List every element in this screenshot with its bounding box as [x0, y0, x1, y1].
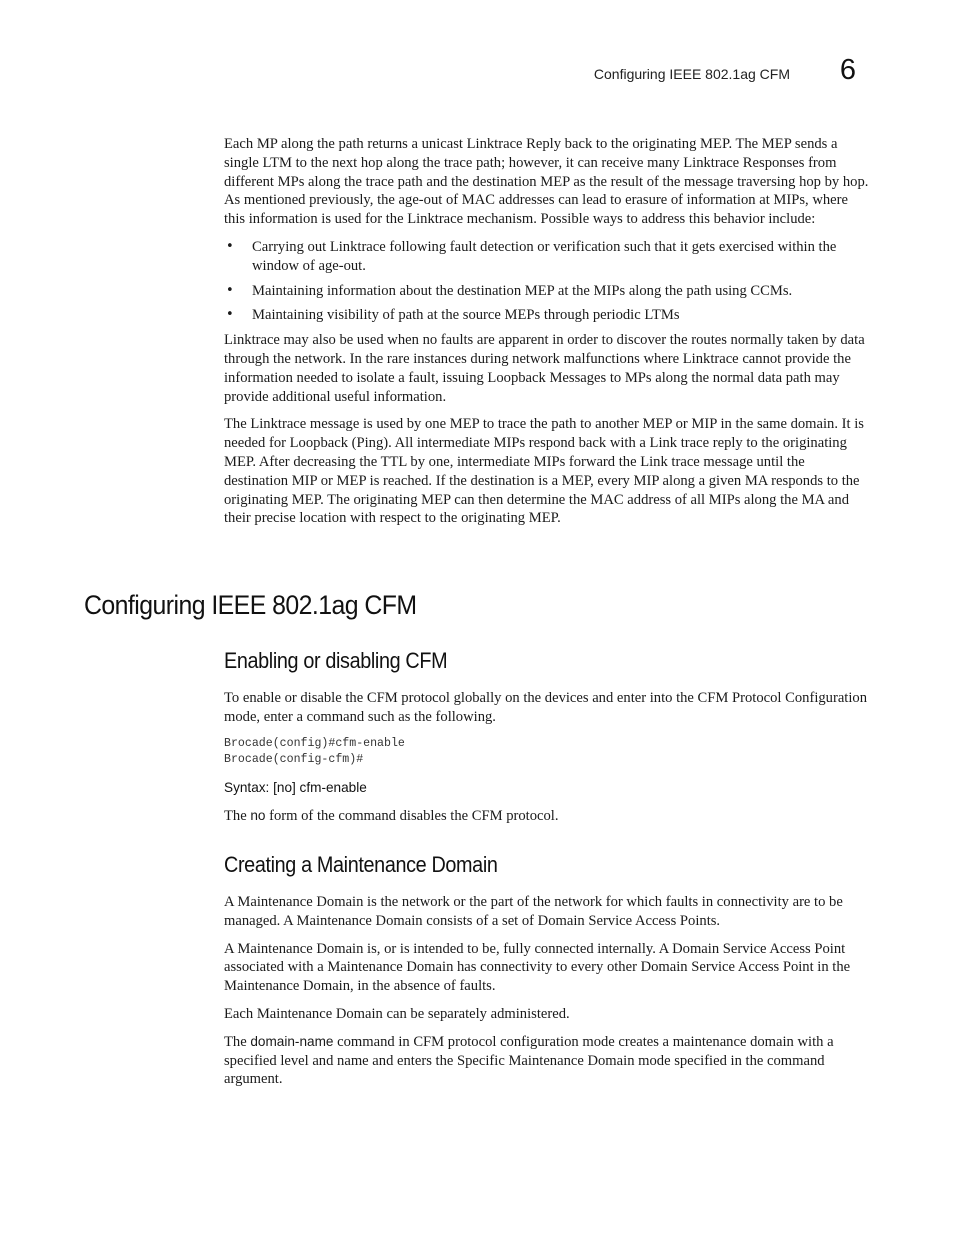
intro-paragraph-1: Each MP along the path returns a unicast Linktrace Reply back to the originating MEP. The MEP sends a single LTM to the next hop along the trace path; however, it can receive many Linktrace Responses from different MPs along the trace path and the destination MEP as the result of the message traversing hop by hop. As mentioned previously, the age-out of MAC addresses can lead to erasure of information at MIPs, where this information is used for the Linktrace mechanism. Possible ways to address this behavior include:	[224, 136, 869, 228]
domain-paragraph-3: Each Maintenance Domain can be separately administered.	[224, 1005, 570, 1022]
domain-section	[224, 893, 870, 1089]
bullet-text: Maintaining visibility of path at the source MEPs through periodic LTMs	[252, 307, 680, 324]
domain-paragraph-4	[224, 1033, 870, 1089]
enabling-intro	[224, 689, 870, 727]
bullet-glyph: •	[226, 238, 234, 254]
bullet-text: Carrying out Linktrace following fault detection or verification such that it gets exercised within the window of age-out.	[252, 238, 837, 274]
bullet-glyph: •	[226, 307, 234, 323]
bullet-item	[224, 238, 870, 276]
no-form-note	[224, 807, 870, 826]
running-title: Configuring IEEE 802.1ag CFM	[593, 66, 790, 82]
chapter-number: 6	[839, 54, 856, 86]
intro-section	[224, 135, 870, 528]
section-heading-domain: Creating a Maintenance Domain	[224, 852, 498, 877]
text-run: form of the command disables the CFM protocol.	[265, 808, 559, 824]
bullet-glyph: •	[226, 282, 234, 298]
domain-name-keyword: domain-name	[250, 1033, 334, 1049]
chapter-heading: Configuring IEEE 802.1ag CFM	[84, 590, 417, 620]
cli-code-example: Brocade(config)#cfm-enable Brocade(config-cfm)#	[224, 737, 405, 766]
intro-paragraph-3: The Linktrace message is used by one MEP to trace the path to another MEP or MIP in the same domain. It is needed for Loopback (Ping). All intermediate MIPs respond back with a Link trace reply to the originating MEP. After decreasing the TTL by one, intermediate MIPs forward the Link trace message until the destination MIP or MEP is reached. If the destination is a MEP, every MIP along a given MA responds to the originating MEP. The originating MEP can then determine the MAC address of all MIPs along the MA and their precise location with respect to the originating MEP.	[224, 416, 864, 527]
text-run: The	[224, 808, 251, 824]
syntax-line: Syntax: [no] cfm-enable	[224, 780, 367, 795]
no-form-paragraph	[224, 807, 870, 826]
intro-paragraph-2: Linktrace may also be used when no faults are apparent in order to discover the routes normally taken by data through the network. In the rare instances during network malfunctions where Linktrace cannot provide the information needed to isolate a fault, issuing Loopback Messages to MPs along the normal data path may provide additional useful information.	[224, 332, 865, 405]
text-run: The	[224, 1033, 251, 1050]
domain-paragraph-2: A Maintenance Domain is, or is intended to be, fully connected internally. A Domain Service Access Point associated with a Maintenance Domain has connectivity to every other Domain Service Access Point in the Maintenance Domain, in the absence of faults.	[224, 940, 851, 995]
bullet-item	[224, 306, 870, 325]
behavior-bullet-list	[224, 238, 870, 325]
no-keyword: no	[250, 808, 266, 823]
section-heading-enabling: Enabling or disabling CFM	[224, 648, 448, 673]
bullet-text: Maintaining information about the destination MEP at the MIPs along the path using CCMs.	[252, 282, 793, 299]
bullet-item	[224, 282, 870, 301]
enabling-paragraph: To enable or disable the CFM protocol globally on the devices and enter into the CFM Protocol Configuration mode, enter a command such as the following.	[224, 690, 868, 725]
running-header	[540, 54, 860, 90]
domain-paragraph-1: A Maintenance Domain is the network or the part of the network for which faults in connectivity are to be managed. A Maintenance Domain consists of a set of Domain Service Access Points.	[224, 894, 843, 929]
text-run: command in CFM protocol configuration mode creates a maintenance domain with a specified level and name and enters the Specific Maintenance Domain mode specified in the command argument.	[224, 1033, 834, 1088]
